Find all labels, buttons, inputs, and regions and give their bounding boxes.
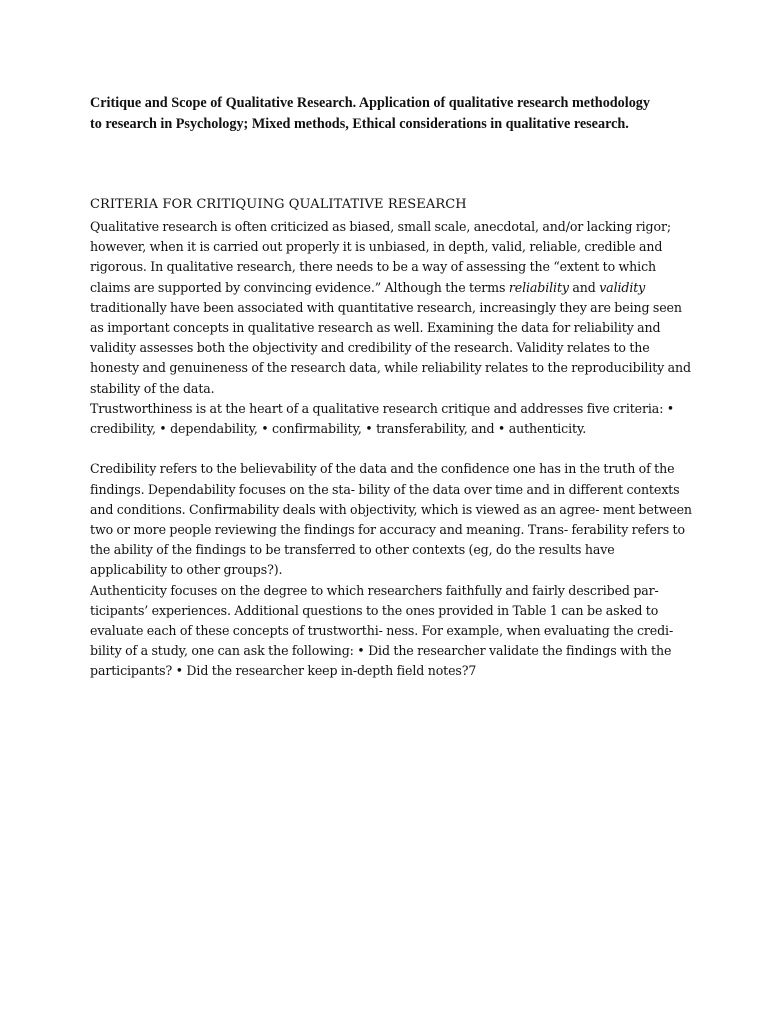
- paragraph-reliability-validity: [90, 217, 694, 399]
- term-reliability: reliability: [508, 279, 569, 295]
- term-validity: validity: [599, 279, 646, 295]
- paragraph-authenticity: Authenticity focuses on the degree to which researchers faithfully and fairly described par- ticipants’ experiences. Additional questions to the ones provided in Table 1 can be asked to evaluate each of these concepts of trustworthi- ness. For example, when evaluating the credi- bility of a study, one can ask the following: • Did the researcher validate the findings with the participants? • Did the researcher keep in-depth field notes?7: [90, 582, 674, 679]
- document-body: [90, 217, 694, 682]
- document-heading: Critique and Scope of Qualitative Research. Application of qualitative research methodology to research in Psychology; Mixed methods, Ethical considerations in qualitative research.: [90, 95, 650, 132]
- paragraph-trustworthiness: Trustworthiness is at the heart of a qualitative research critique and addresses five criteria: • credibility, • dependability, • confirmability, • transferability, and • authenticity.: [90, 400, 675, 437]
- paragraph-text: and: [568, 279, 600, 295]
- paragraph-text: Qualitative research is often criticized as biased, small scale, anecdotal, and/or lacking rigor; however, when it is carried out properly it is unbiased, in depth, valid, reliable, credible and rigorous. In qualitative research, there needs to be a way of assessing the “extent to which claims are supported by convincing evidence.” Although the terms: [90, 219, 671, 295]
- paragraph-text: traditionally have been associated with quantitative research, increasingly they are being seen as important concepts in qualitative research as well. Examining the data for reliability and validity assesses both the objectivity and credibility of the research. Validity relates to the honesty and genuineness of the research data, while reliability relates to the reproducibility and stability of the data.: [90, 299, 691, 396]
- section-title: CRITERIA FOR CRITIQUING QUALITATIVE RESEARCH: [90, 197, 467, 212]
- paragraph-credibility: Credibility refers to the believability of the data and the confidence one has in the truth of the findings. Dependability focuses on the sta- bility of the data over time and in different contexts and conditions. Confirmability deals with objectivity, which is viewed as an agree- ment between two or more people reviewing the findings for accuracy and meaning. Trans- ferability refers to the ability of the findings to be transferred to other contexts (eg, do the results have applicability to other groups?).: [90, 461, 692, 578]
